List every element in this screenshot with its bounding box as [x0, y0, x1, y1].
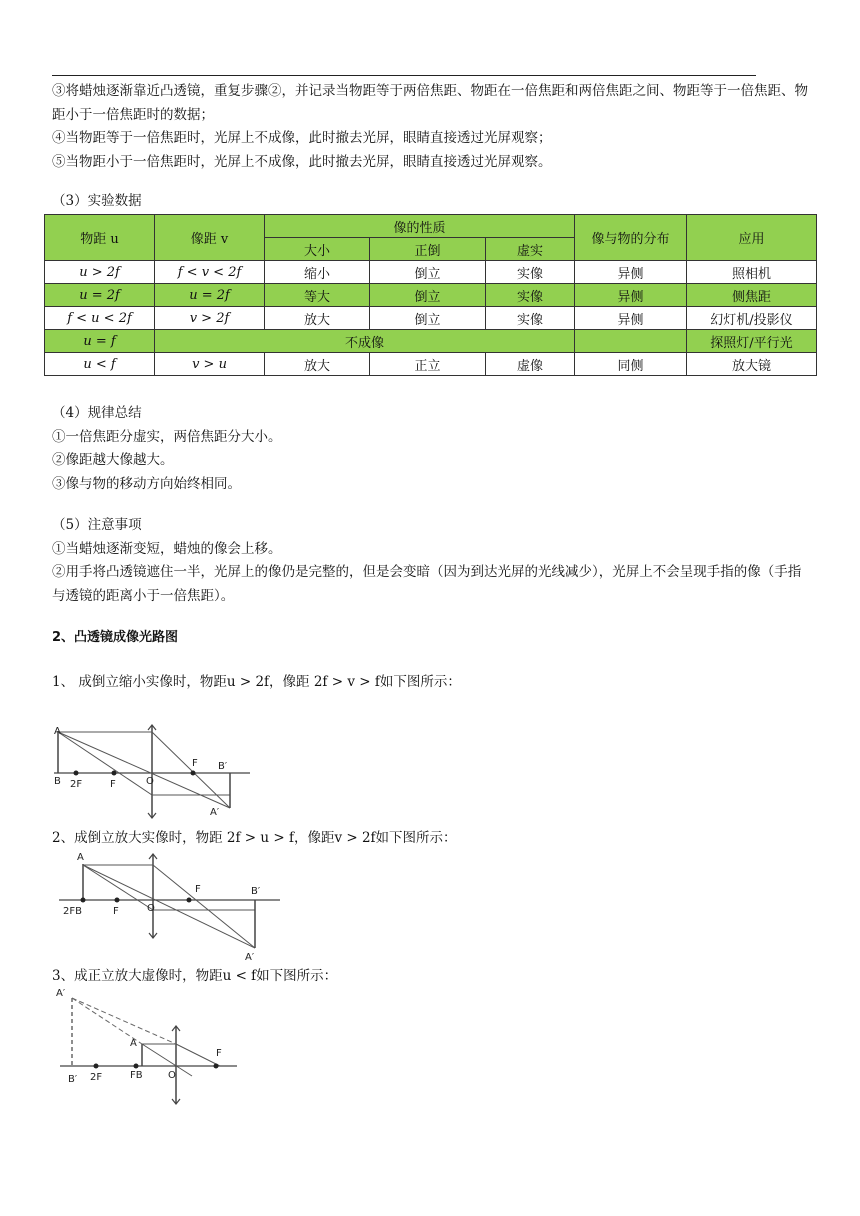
cell-application: 放大镜 — [687, 353, 817, 376]
label-O: O — [146, 776, 154, 787]
label-O: O — [168, 1070, 176, 1081]
rule-item: ②像距越大像越大。 — [52, 452, 174, 468]
case-3-caption: 3、成正立放大虚像时，物距u < f如下图所示： — [52, 968, 338, 984]
cell-u: f < u < 2f — [45, 307, 155, 330]
cell-orientation: 倒立 — [370, 307, 486, 330]
section-3-title-wrap — [52, 190, 142, 214]
cell-application: 探照灯/平行光 — [687, 330, 817, 353]
case-2-caption: 2、成倒立放大实像时，物距 2f > u > f，像距v > 2f如下图所示： — [52, 830, 457, 846]
section-3-title: （3）实验数据 — [52, 193, 142, 209]
case-2-caption-wrap — [52, 827, 457, 851]
ray-diagram-1 — [50, 722, 255, 826]
ray-diagram-heading-wrap — [52, 626, 178, 650]
label-FB: FB — [130, 1070, 143, 1081]
cell-orientation: 倒立 — [370, 284, 486, 307]
cell-v: v > u — [155, 353, 265, 376]
table-row — [45, 261, 817, 284]
header-application: 应用 — [687, 215, 817, 261]
cell-size: 缩小 — [265, 261, 370, 284]
header-size: 大小 — [265, 238, 370, 261]
cell-orientation: 正立 — [370, 353, 486, 376]
label-B-prime: B′ — [68, 1074, 78, 1085]
rule-item: ①一倍焦距分虚实，两倍焦距分大小。 — [52, 428, 282, 445]
cell-distribution: 异侧 — [575, 307, 687, 330]
label-A: A — [130, 1038, 137, 1049]
cell-v: u = 2f — [155, 284, 265, 307]
step-3: ③将蜡烛逐渐靠近凸透镜，重复步骤②，并记录当物距等于两倍焦距、物距在一倍焦距和两倍焦距之间、物距等于一倍焦距、物距小于一倍焦距时的数据； — [52, 83, 808, 123]
label-F: F — [113, 906, 119, 917]
cell-distribution — [575, 330, 687, 353]
label-A: A — [54, 726, 61, 737]
cell-v: f < v < 2f — [155, 261, 265, 284]
step-5: ⑤当物距小于一倍焦距时，光屏上不成像，此时撤去光屏，眼睛直接透过光屏观察。 — [52, 153, 552, 170]
label-A: A — [77, 852, 84, 863]
ray-diagram-heading: 2、凸透镜成像光路图 — [52, 630, 179, 645]
label-A-prime: A′ — [245, 952, 255, 963]
table-row — [45, 353, 817, 376]
cell-distribution: 异侧 — [575, 261, 687, 284]
section-4-title: （4）规律总结 — [52, 405, 142, 421]
header-orientation: 正倒 — [370, 238, 486, 261]
label-F: F — [195, 884, 201, 895]
section-5 — [52, 514, 812, 608]
cell-size: 放大 — [265, 353, 370, 376]
header-properties: 像的性质 — [265, 215, 575, 238]
case-1-caption: 1、 成倒立缩小实像时，物距u > 2f，像距 2f > v > f如下图所示： — [52, 674, 461, 690]
rule-item: ③像与物的移动方向始终相同。 — [52, 475, 241, 492]
cell-u: u < f — [45, 353, 155, 376]
note-item: ①当蜡烛逐渐变短，蜡烛的像会上移。 — [52, 540, 282, 557]
ray-front-focus — [83, 865, 153, 910]
ray-diagram-3 — [52, 986, 242, 1112]
header-object-distance: 物距 u — [45, 215, 155, 261]
cell-real: 实像 — [486, 261, 575, 284]
cell-real: 实像 — [486, 284, 575, 307]
label-B-prime: B′ — [218, 761, 228, 772]
cell-size: 等大 — [265, 284, 370, 307]
cell-distribution: 异侧 — [575, 284, 687, 307]
section-4 — [52, 402, 282, 496]
table-row — [45, 284, 817, 307]
cell-u: u = f — [45, 330, 155, 353]
cell-size: 放大 — [265, 307, 370, 330]
table-row — [45, 330, 817, 353]
cell-application: 侧焦距 — [687, 284, 817, 307]
section-5-title: （5）注意事项 — [52, 517, 142, 533]
label-A-prime: A′ — [210, 807, 220, 818]
label-F: F — [192, 758, 198, 769]
label-A-prime: A′ — [56, 988, 66, 999]
cell-u: u > 2f — [45, 261, 155, 284]
label-O: O — [147, 903, 155, 914]
cell-no-image: 不成像 — [155, 330, 575, 353]
cell-orientation: 倒立 — [370, 261, 486, 284]
label-F: F — [110, 779, 116, 790]
note-item: ②用手将凸透镜遮住一半，光屏上的像仍是完整的，但是会变暗（因为到达光屏的光线减少），光屏上不会呈现手指的像（手指与透镜的距离小于一倍焦距）。 — [52, 564, 802, 604]
case-3-caption-wrap — [52, 965, 337, 989]
label-B-prime: B′ — [251, 886, 261, 897]
label-2FB: 2FB — [63, 906, 82, 917]
cell-real: 实像 — [486, 307, 575, 330]
ray-diagram-2 — [55, 848, 285, 967]
label-2F: 2F — [90, 1072, 103, 1083]
label-B: B — [54, 776, 61, 787]
cell-application: 照相机 — [687, 261, 817, 284]
procedure-steps — [52, 80, 812, 174]
cell-v: v > 2f — [155, 307, 265, 330]
case-1-caption-wrap — [52, 671, 461, 695]
label-2F: 2F — [70, 779, 83, 790]
back-extension-1 — [72, 998, 176, 1044]
cell-real: 虚像 — [486, 353, 575, 376]
table-row — [45, 307, 817, 330]
step-4: ④当物距等于一倍焦距时，光屏上不成像，此时撤去光屏，眼睛直接透过光屏观察； — [52, 130, 552, 146]
cell-distribution: 同侧 — [575, 353, 687, 376]
cell-application: 幻灯机/投影仪 — [687, 307, 817, 330]
header-real-virtual: 虚实 — [486, 238, 575, 261]
top-rule — [52, 75, 756, 76]
header-distribution: 像与物的分布 — [575, 215, 687, 261]
experiment-data-table — [44, 214, 817, 376]
ray-through-f — [176, 1044, 220, 1066]
header-image-distance: 像距 v — [155, 215, 265, 261]
cell-u: u = 2f — [45, 284, 155, 307]
ray-center — [58, 732, 230, 808]
label-F: F — [216, 1048, 222, 1059]
